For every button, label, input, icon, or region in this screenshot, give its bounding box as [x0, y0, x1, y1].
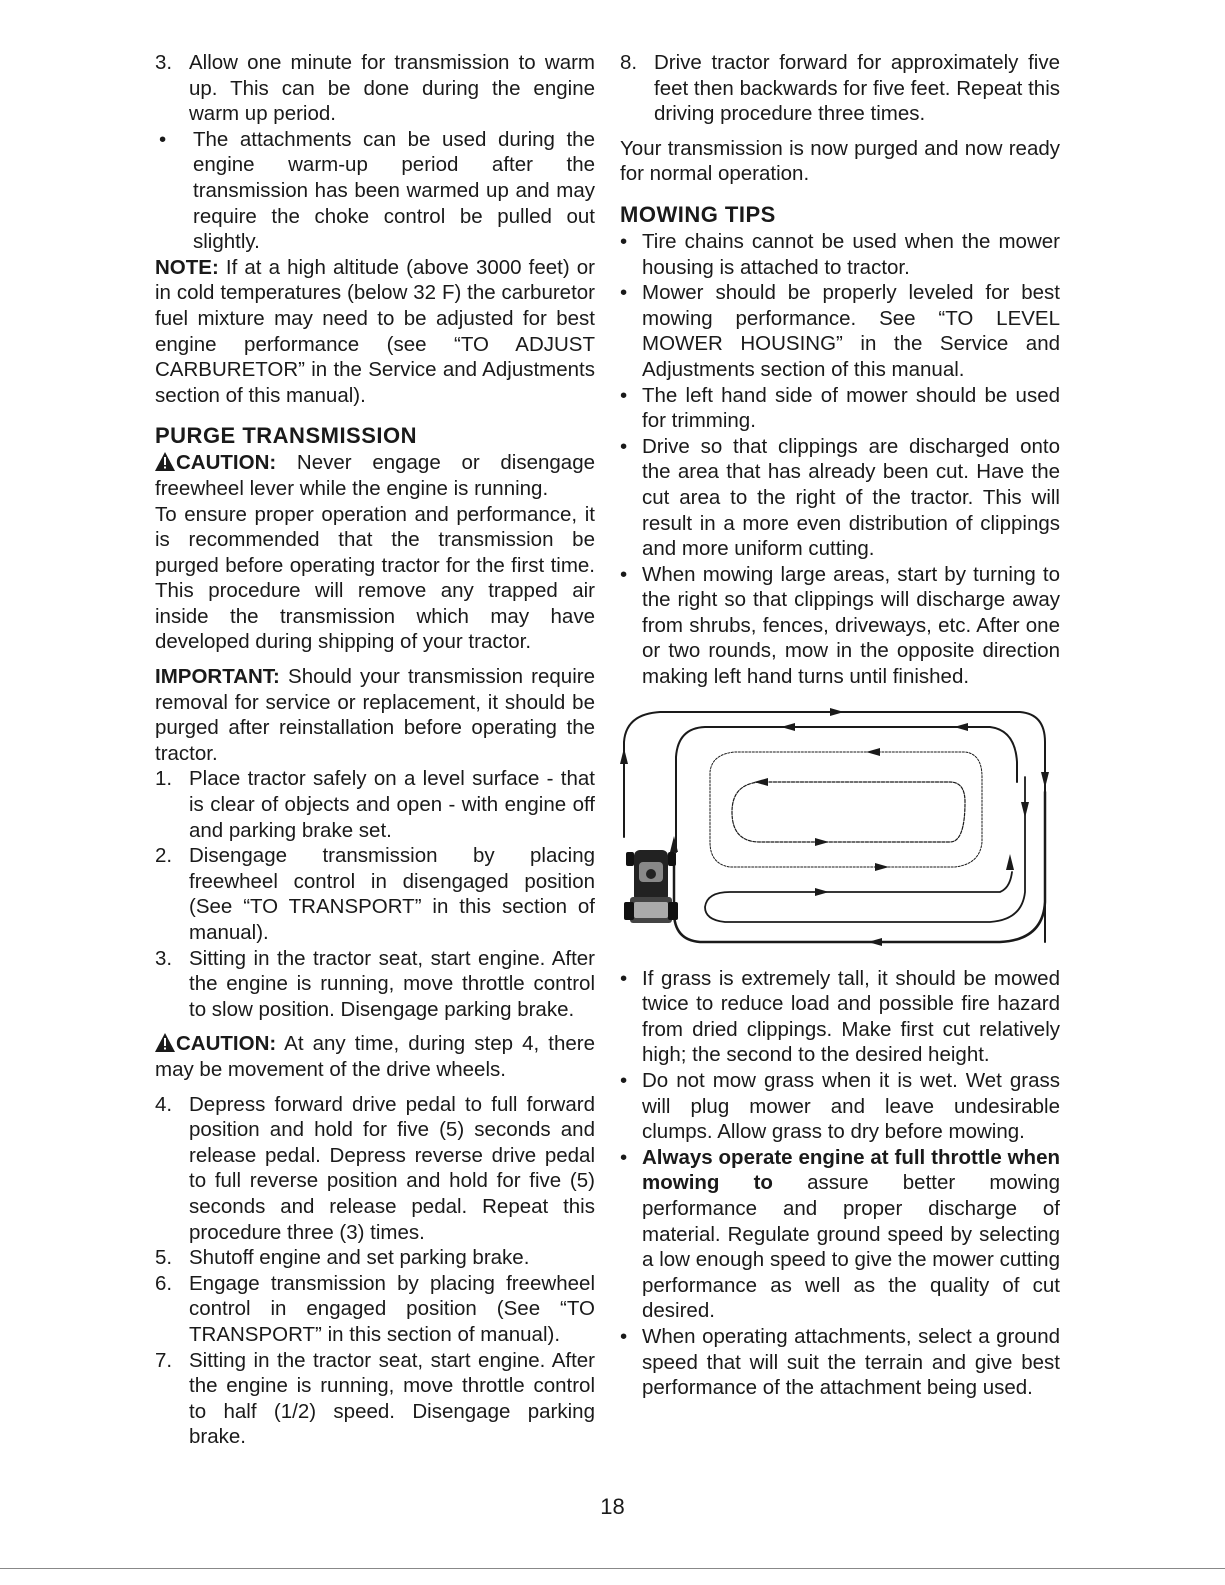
bullet-icon: •: [620, 562, 628, 586]
tip-level-mower: [620, 280, 1060, 382]
tip-text: Tire chains cannot be used when the mower housing is attached to tractor.: [642, 229, 1060, 279]
arrow-down-icon: [1021, 802, 1029, 818]
step-8: [620, 50, 1060, 127]
step-number: 2.: [155, 844, 173, 868]
bullet-icon: •: [620, 281, 628, 305]
mowing-tips-heading: MOWING TIPS: [620, 201, 776, 227]
tip-attachments: [620, 1324, 1060, 1401]
arrow-right-icon: [815, 888, 829, 896]
step-number: 4.: [155, 1092, 173, 1116]
arrow-left-icon: [868, 938, 882, 946]
step-3-warm-up: [155, 50, 595, 127]
tip-text: Drive so that clippings are discharged onto the area that has already been cut. Have the cut area to the right of the tractor. This will result in a more even distribution of clippings and more uniform cutting.: [642, 434, 1060, 561]
step-text: Allow one minute for transmission to warm up. This can be done during the engine warm up period.: [189, 51, 595, 126]
step-number: 3.: [155, 946, 173, 970]
tip-tire-chains: [620, 229, 1060, 280]
tip-trimming: [620, 383, 1060, 434]
step-text: Drive tractor forward for approximately five feet then backwards for five feet. Repeat this driving procedure three times.: [654, 51, 1060, 126]
inner-pass-path: [732, 782, 965, 842]
tip-text: Mower should be properly leveled for best mowing performance. See “TO LEVEL MOWER HOUSING” in the Service and Adjustments section of this manual.: [642, 281, 1060, 381]
caution-label: CAUTION:: [176, 1032, 277, 1056]
caution-text: At any time, during step 4, there may be movement of the drive wheels.: [155, 1032, 595, 1081]
step-5: [155, 1245, 595, 1271]
step-number: 5.: [155, 1246, 173, 1270]
tip-text: If grass is extremely tall, it should be mowed twice to reduce load and possible fire hazard from dried clippings. Make first cut relatively high; the second to the desired height.: [642, 966, 1060, 1067]
tip-wet-grass: [620, 1068, 1060, 1145]
bullet-icon: •: [159, 127, 167, 151]
tip-text: [642, 1145, 1060, 1324]
bullet-icon: •: [620, 1324, 628, 1348]
bullet-icon: •: [620, 229, 628, 253]
second-pass-path: [676, 727, 1017, 852]
arrow-right-icon: [815, 838, 829, 846]
bullet-icon: •: [620, 1145, 628, 1169]
step-text: Sitting in the tractor seat, start engine. After the engine is running, move throttle control to slow position. Disengage parking brake.: [189, 946, 595, 1021]
tip-text: When operating attachments, select a ground speed that will suit the terrain and give best performance of the attachment being used.: [642, 1324, 1060, 1400]
bullet-icon: •: [620, 383, 628, 407]
second-right-path: [705, 777, 1025, 922]
step-1: [155, 766, 595, 843]
important-text: Should your transmission require removal for service or replacement, it should be purged after reinstallation before operating the tractor.: [155, 665, 595, 765]
arrow-right-icon: [875, 863, 889, 871]
important-label: IMPORTANT:: [155, 665, 280, 689]
tip-tall-grass: [620, 966, 1060, 1068]
third-pass-path: [710, 752, 982, 867]
tractor-icon: [624, 850, 678, 923]
arrow-down-icon: [1041, 772, 1049, 788]
tip-text: Do not mow grass when it is wet. Wet grass will plug mower and leave undesirable clumps. Allow grass to dry before mowing.: [642, 1069, 1060, 1144]
throttle-emphasis: Always operate engine at full throttle when mowing to: [642, 1145, 1060, 1195]
step-4: [155, 1092, 595, 1246]
step-text: Place tractor safely on a level surface - that is clear of objects and open - with engine off and parking brake set.: [189, 767, 595, 842]
step-number: 1.: [155, 767, 173, 791]
bullet-icon: •: [620, 434, 628, 458]
bullet-icon: •: [620, 966, 628, 990]
note-label: NOTE:: [155, 255, 219, 279]
tip-full-throttle: [620, 1145, 1060, 1324]
page-number: 18: [600, 1494, 625, 1519]
arrow-left-icon: [866, 748, 880, 756]
step-text: Engage transmission by placing freewheel control in engaged position (See “TO TRANSPORT” in this section of manual).: [189, 1271, 595, 1346]
bullet-attachments: [155, 127, 595, 255]
tip-text: The left hand side of mower should be used for trimming.: [642, 383, 1060, 433]
mowing-pattern-diagram: [620, 702, 1060, 952]
warning-triangle-icon: [155, 1033, 175, 1052]
arrow-right-icon: [830, 708, 844, 716]
step-text: Disengage transmission by placing freewheel control in disengaged position (See “TO TRANSPORT” in this section of manual).: [189, 844, 595, 944]
arrow-left-icon: [954, 723, 968, 731]
purge-transmission-heading: PURGE TRANSMISSION: [155, 423, 418, 449]
purged-paragraph: Your transmission is now purged and now ready for normal operation.: [620, 136, 1060, 186]
left-column: [155, 50, 595, 1450]
tip-clippings: [620, 434, 1060, 562]
warning-triangle-icon: [155, 452, 175, 471]
right-column: [620, 50, 1060, 1401]
step-text: Sitting in the tractor seat, start engine. After the engine is running, move throttle control to half (1/2) speed. Disengage parking brake.: [189, 1348, 595, 1449]
tip-text: When mowing large areas, start by turning to the right so that clippings will discharge away from shrubs, fences, driveways, etc. After one or two rounds, mow in the opposite direction making left hand turns until finished.: [642, 562, 1060, 689]
caution-text: Never engage or disengage freewheel lever while the engine is running.: [155, 451, 595, 500]
bullet-icon: •: [620, 1069, 628, 1093]
bullet-text: The attachments can be used during the engine warm-up period after the transmission has been warmed up and may require the choke control be pulled out slightly.: [193, 127, 595, 254]
footer-rule: [0, 1568, 1225, 1569]
step-number: 8.: [620, 51, 638, 74]
caution-paragraph-2: [155, 1031, 595, 1082]
caution-label: CAUTION:: [176, 451, 277, 475]
step-2: [155, 843, 595, 945]
caution-paragraph-1: [155, 450, 595, 501]
step-6: [155, 1271, 595, 1348]
step-3: [155, 946, 595, 1023]
throttle-rest: assure better mowing performance and proper discharge of material. Regulate ground speed by selecting a low enough speed to give the mower cutting performance as well as the quality of cut desired.: [642, 1171, 1060, 1323]
arrow-up-icon: [1006, 854, 1014, 870]
step-7: [155, 1348, 595, 1450]
step-number: 6.: [155, 1271, 173, 1295]
note-paragraph: [155, 255, 595, 409]
arrow-left-icon: [754, 778, 768, 786]
note-text: If at a high altitude (above 3000 feet) or in cold temperatures (below 32 F) the carburetor fuel mixture may need to be adjusted for best engine performance (see “TO ADJUST CARBURETOR” in the Service and Adjustments section of this manual).: [155, 255, 595, 407]
important-paragraph: [155, 664, 595, 766]
step-text: Depress forward drive pedal to full forward position and hold for five (5) seconds and release pedal. Depress reverse drive pedal to full reverse position and hold for five (5) seconds and release pedal. Repeat this procedure three (3) times.: [189, 1092, 595, 1244]
arrow-left-icon: [781, 723, 795, 731]
tip-large-areas: [620, 562, 1060, 690]
purge-paragraph: To ensure proper operation and performance, it is recommended that the transmission be purged before operating tractor for the first time. This procedure will remove any trapped air inside the transmission which may have developed during shipping of your tractor.: [155, 502, 595, 654]
arrow-up-icon: [620, 748, 628, 764]
step-number: 7.: [155, 1348, 173, 1372]
step-text: Shutoff engine and set parking brake.: [189, 1246, 530, 1270]
step-number: 3.: [155, 51, 173, 74]
